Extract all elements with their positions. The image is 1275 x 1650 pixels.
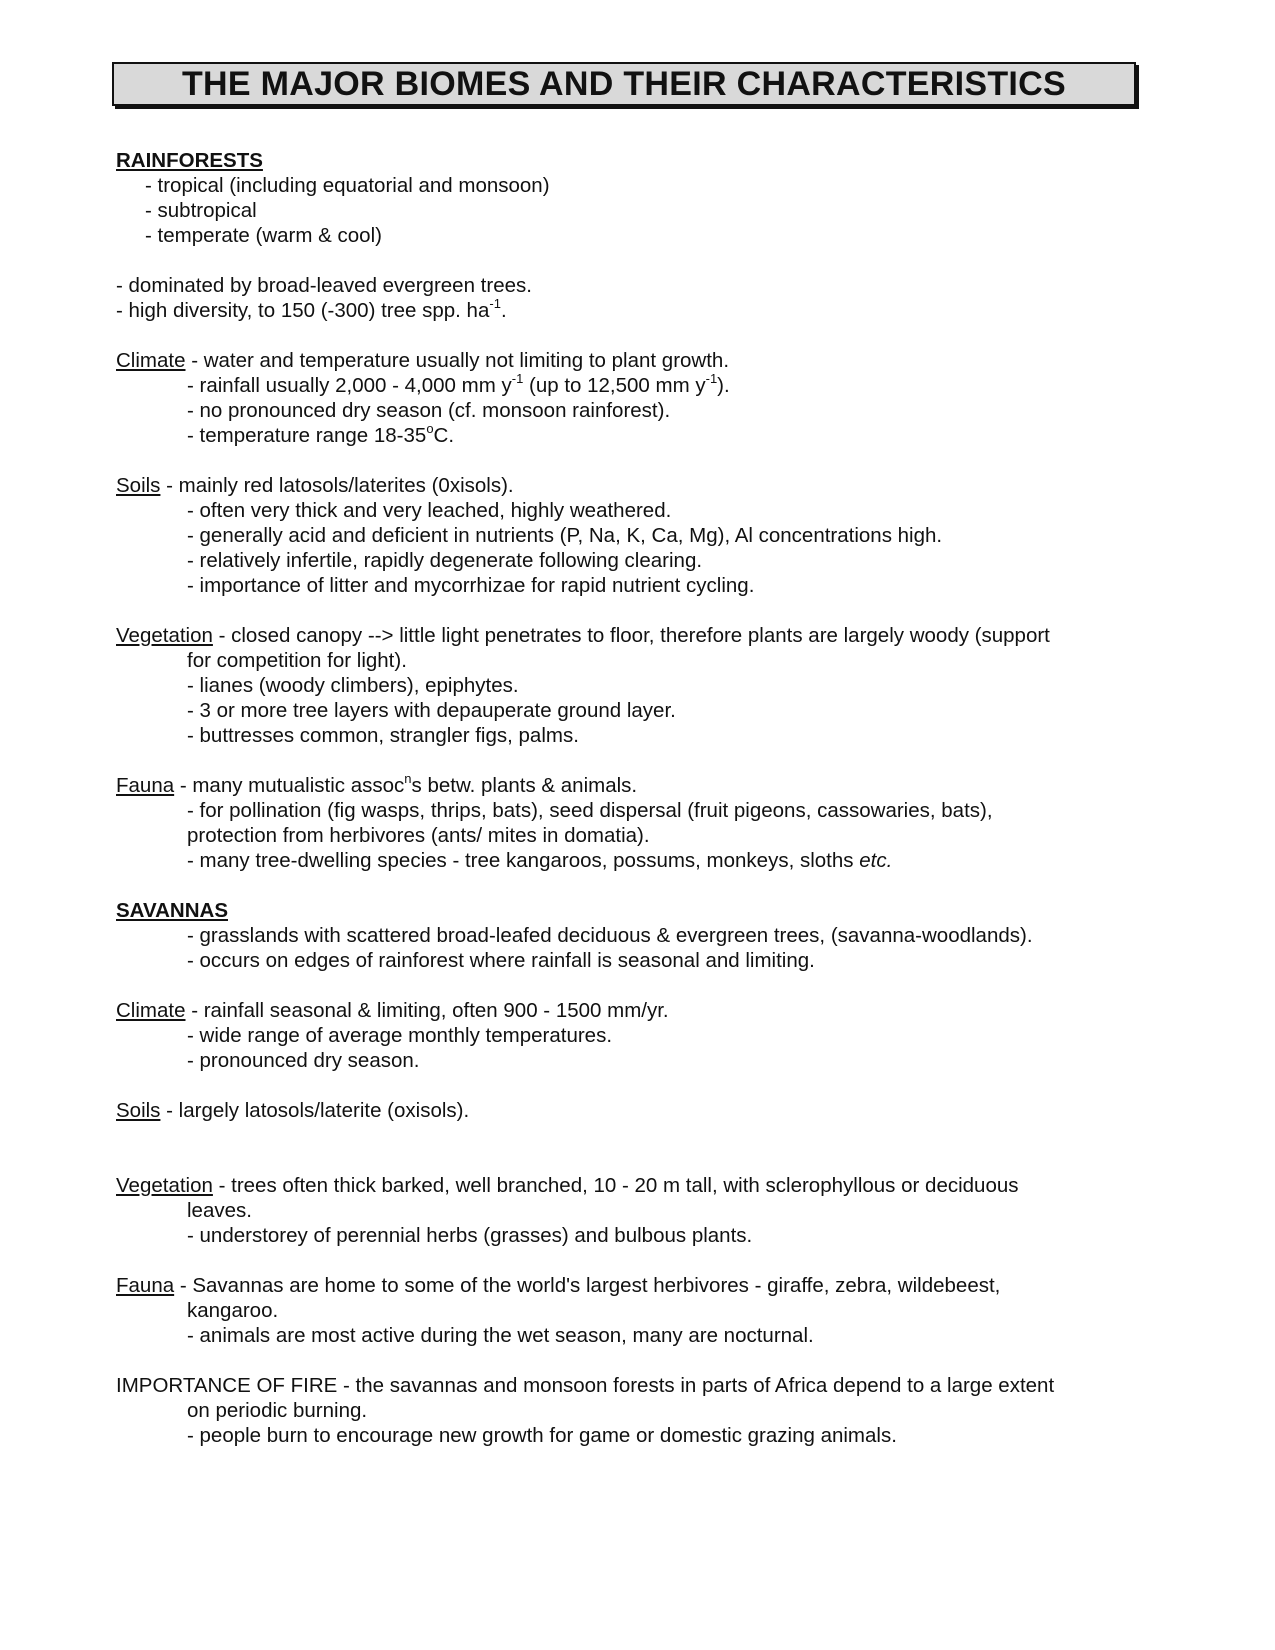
fire-item: - people burn to encourage new growth for game or domestic grazing animals. bbox=[187, 1424, 897, 1447]
rainforest-type: - tropical (including equatorial and monsoon) bbox=[145, 174, 550, 197]
rainforest-diversity-line: - high diversity, to 150 (-300) tree spp. $ha^{-1}$. bbox=[116, 296, 507, 322]
soil-item: - often very thick and very leached, highly weathered. bbox=[187, 499, 672, 522]
rainforest-dry-season: - no pronounced dry season (cf. monsoon rainforest). bbox=[187, 399, 671, 422]
fauna-item: - many tree-dwelling species - tree kangaroos, possums, monkeys, sloths etc. bbox=[187, 849, 893, 872]
savanna-vegetation: Vegetation - trees often thick barked, well branched, 10 - 20 m tall, with sclerophyllous or deciduous bbox=[116, 1174, 1019, 1197]
climate-item: - wide range of average monthly temperatures. bbox=[187, 1024, 613, 1047]
rainforest-soils: Soils - mainly red latosols/laterites (0xisols). bbox=[116, 474, 514, 497]
fire-continuation: on periodic burning. bbox=[187, 1399, 368, 1422]
rainforest-fauna: Fauna - many mutualistic assoc$^n$s betw. plants & animals. bbox=[116, 771, 638, 797]
savanna-climate: Climate - rainfall seasonal & limiting, often 900 - 1500 mm/yr. bbox=[116, 999, 669, 1022]
rainforest-type: - temperate (warm & cool) bbox=[145, 224, 382, 247]
rainforest-line: - dominated by broad-leaved evergreen trees. bbox=[116, 274, 532, 297]
soil-item: - importance of litter and mycorrhizae for rapid nutrient cycling. bbox=[187, 574, 755, 597]
fauna-label: Fauna bbox=[116, 774, 175, 797]
vegetation-item: - 3 or more tree layers with depauperate ground layer. bbox=[187, 699, 676, 722]
fauna-continuation: kangaroo. bbox=[187, 1299, 279, 1322]
soil-item: - relatively infertile, rapidly degenerate following clearing. bbox=[187, 549, 703, 572]
rainforest-vegetation: Vegetation - closed canopy --> little light penetrates to floor, therefore plants are largely woody (support bbox=[116, 624, 1050, 647]
page-title: THE MAJOR BIOMES AND THEIR CHARACTERISTICS bbox=[181, 65, 1067, 103]
fauna-continuation: protection from herbivores (ants/ mites in domatia). bbox=[187, 824, 650, 847]
soils-label: Soils bbox=[116, 474, 161, 497]
vegetation-label: Vegetation bbox=[116, 624, 213, 647]
climate-item: - pronounced dry season. bbox=[187, 1049, 420, 1072]
section-heading-rainforests: RAINFORESTS bbox=[116, 149, 263, 172]
fauna-item: - for pollination (fig wasps, thrips, bats), seed dispersal (fruit pigeons, cassowaries, bats), bbox=[187, 799, 993, 822]
vegetation-continuation: leaves. bbox=[187, 1199, 252, 1222]
rainforest-temperature: - temperature range 18-35$^o$C. bbox=[187, 421, 455, 447]
savanna-item: - grasslands with scattered broad-leafed deciduous & evergreen trees, (savanna-woodlands). bbox=[187, 924, 1033, 947]
rainforest-rainfall: - rainfall usually 2,000 - 4,000 mm $y^{-1}$ (up to 12,500 mm $y^{-1}$). bbox=[187, 371, 730, 397]
savanna-fauna: Fauna - Savannas are home to some of the world's largest herbivores - giraffe, zebra, wildebeest, bbox=[116, 1274, 1001, 1297]
vegetation-continuation: for competition for light). bbox=[187, 649, 407, 672]
savanna-soils: Soils - largely latosols/laterite (oxisols). bbox=[116, 1099, 470, 1122]
section-heading-savannas: SAVANNAS bbox=[116, 899, 228, 922]
rainforest-type: - subtropical bbox=[145, 199, 257, 222]
fauna-item: - animals are most active during the wet season, many are nocturnal. bbox=[187, 1324, 814, 1347]
soil-item: - generally acid and deficient in nutrients (P, Na, K, Ca, Mg), Al concentrations high. bbox=[187, 524, 943, 547]
climate-label: Climate bbox=[116, 349, 186, 372]
vegetation-item: - buttresses common, strangler figs, palms. bbox=[187, 724, 579, 747]
vegetation-item: - understorey of perennial herbs (grasses) and bulbous plants. bbox=[187, 1224, 753, 1247]
fauna-label: Fauna bbox=[116, 1274, 175, 1297]
rainforest-climate: Climate - water and temperature usually not limiting to plant growth. bbox=[116, 349, 730, 372]
vegetation-label: Vegetation bbox=[116, 1174, 213, 1197]
document-body bbox=[116, 148, 1166, 1448]
fire-importance: IMPORTANCE OF FIRE - the savannas and monsoon forests in parts of Africa depend to a large extent bbox=[116, 1374, 1055, 1397]
savanna-item: - occurs on edges of rainforest where rainfall is seasonal and limiting. bbox=[187, 949, 815, 972]
vegetation-item: - lianes (woody climbers), epiphytes. bbox=[187, 674, 519, 697]
title-box bbox=[112, 62, 1136, 106]
climate-label: Climate bbox=[116, 999, 186, 1022]
soils-label: Soils bbox=[116, 1099, 161, 1122]
